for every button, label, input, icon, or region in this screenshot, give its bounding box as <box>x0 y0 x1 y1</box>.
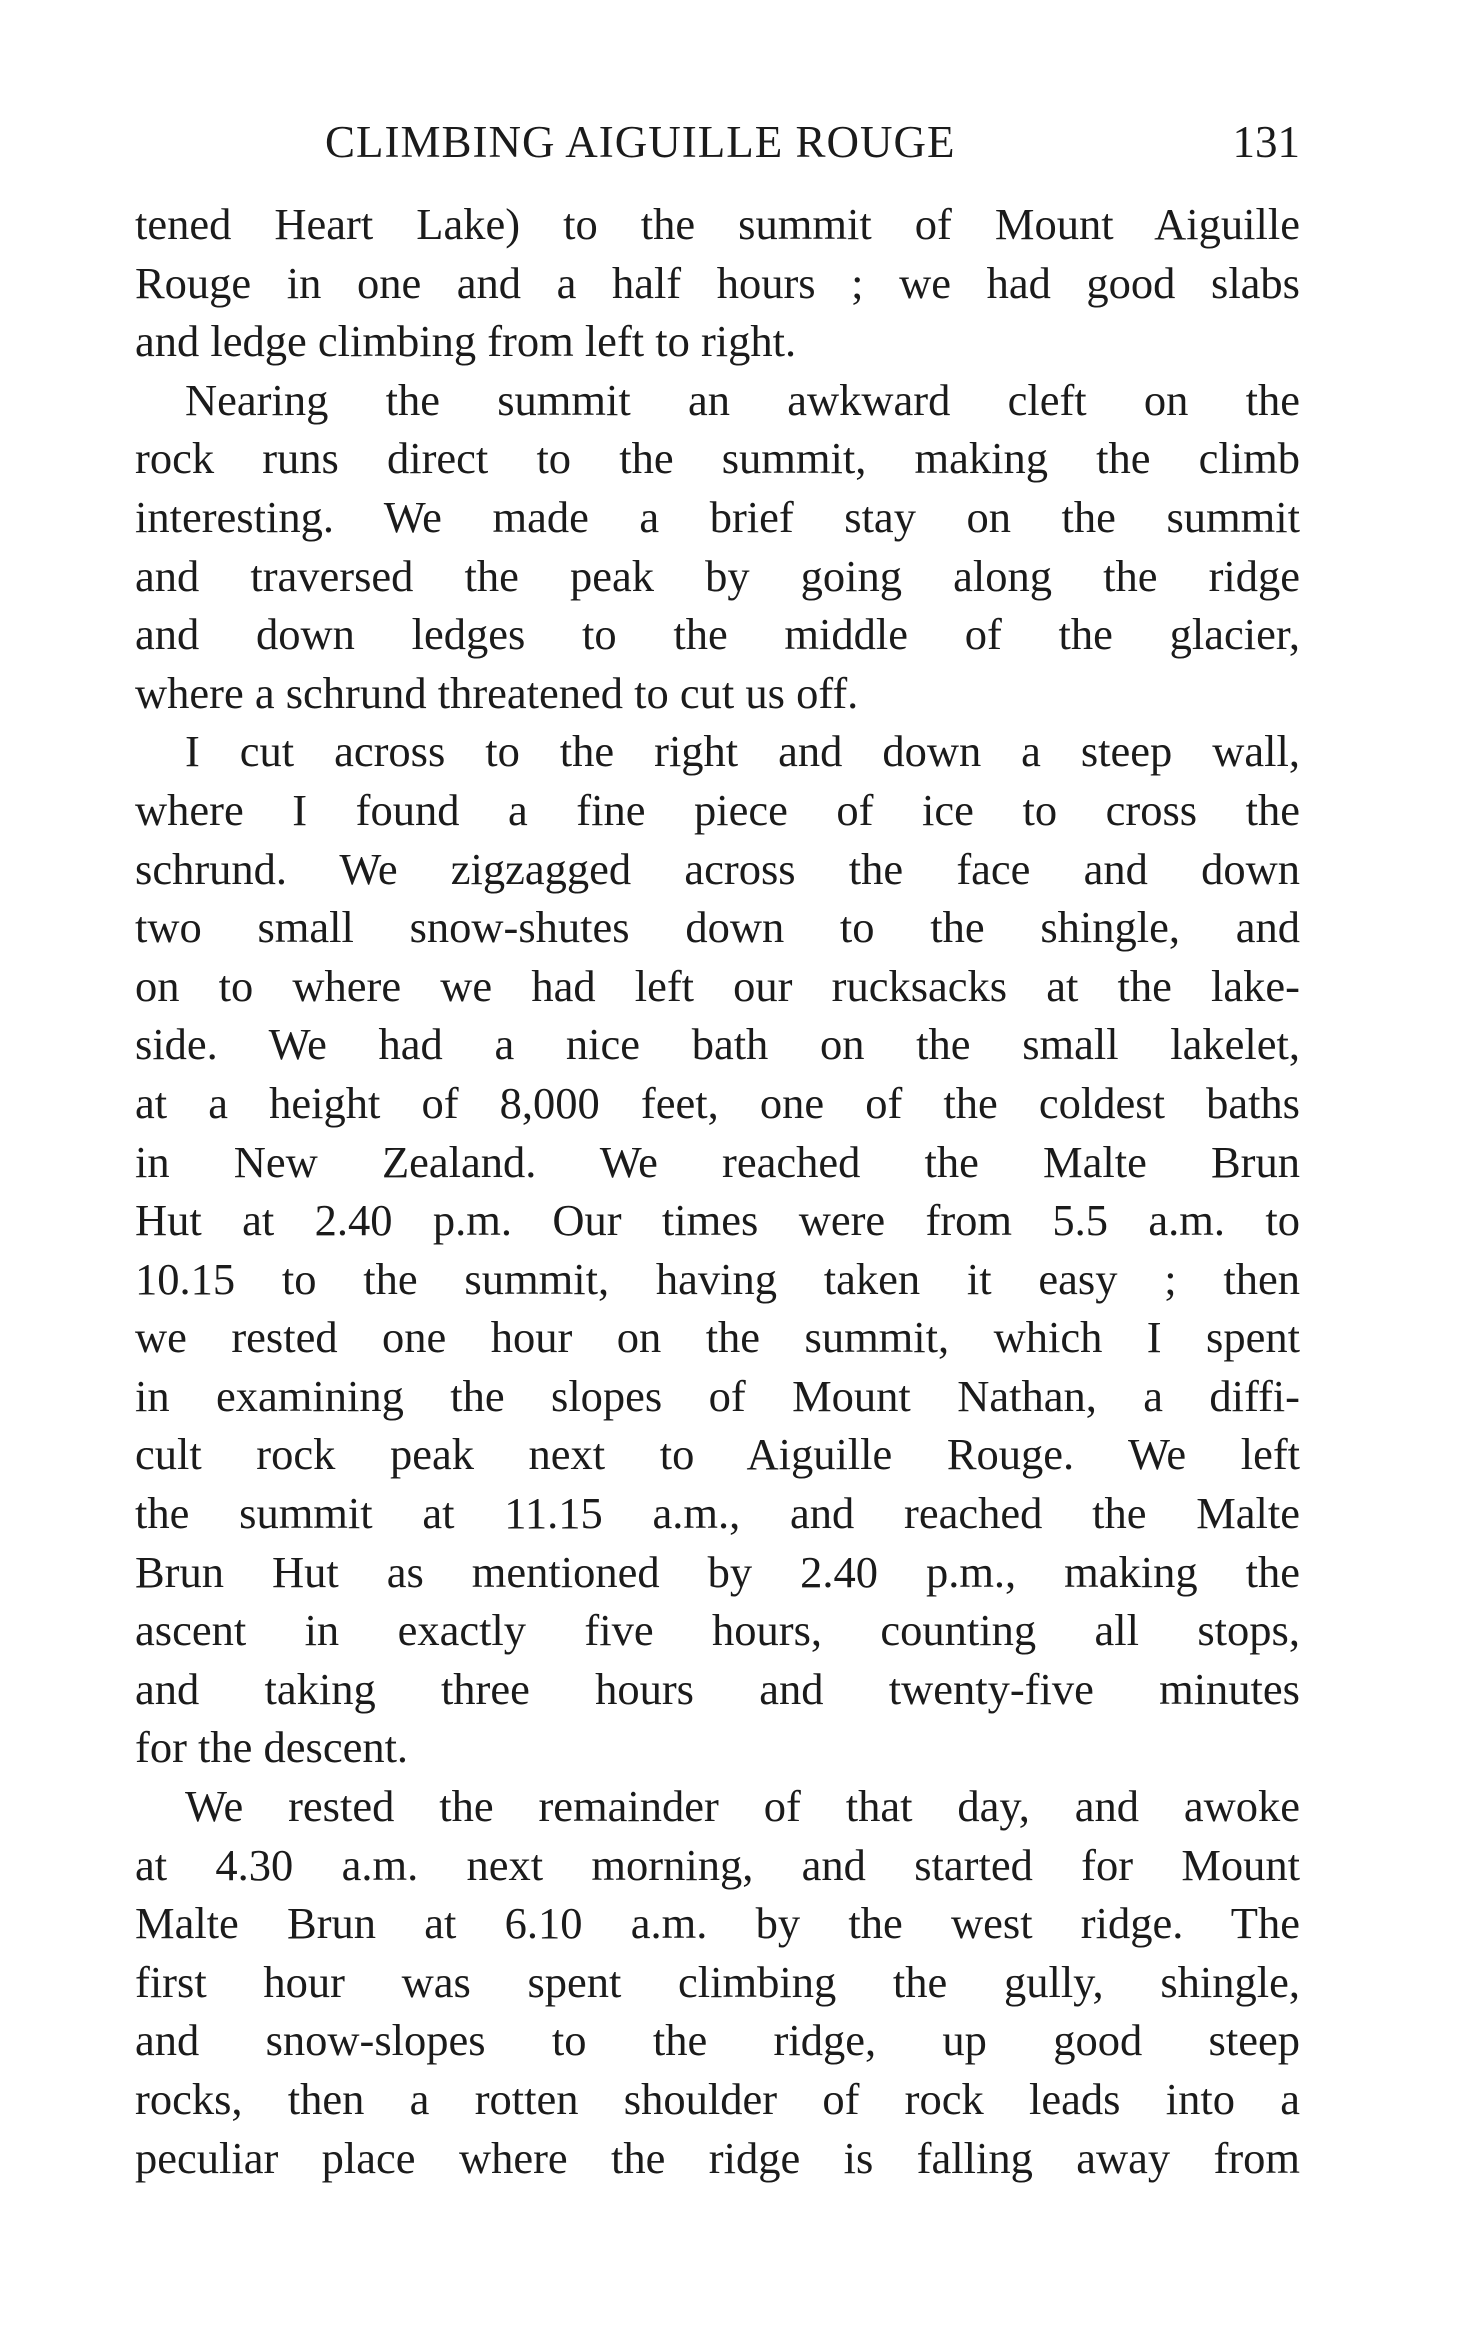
text-line: in New Zealand. We reached the Malte Brun <box>135 1136 1300 1187</box>
chapter-title: CLIMBING AIGUILLE ROUGE <box>325 117 956 167</box>
text-line: and snow-slopes to the ridge, up good steep <box>135 2015 1300 2066</box>
text-line: first hour was spent climbing the gully, shingle, <box>135 1956 1300 2007</box>
text-line: rock runs direct to the summit, making the climb <box>135 433 1300 484</box>
text-line: at a height of 8,000 feet, one of the coldest baths <box>135 1077 1300 1128</box>
text-line: where I found a fine piece of ice to cross the <box>135 784 1300 835</box>
text-line: in examining the slopes of Mount Nathan, a diffi- <box>135 1370 1300 1421</box>
text-line: tened Heart Lake) to the summit of Mount Aiguille <box>135 199 1300 249</box>
text-line: Brun Hut as mentioned by 2.40 p.m., making the <box>135 1546 1300 1597</box>
text-line: Nearing the summit an awkward cleft on the <box>185 374 1300 425</box>
text-line: peculiar place where the ridge is falling away from <box>135 2132 1300 2183</box>
text-line: Malte Brun at 6.10 a.m. by the west ridge. The <box>135 1898 1300 1949</box>
page-number: 131 <box>1232 117 1300 167</box>
text-line: and taking three hours and twenty-five minutes <box>135 1663 1300 1714</box>
text-line: Rouge in one and a half hours ; we had good slabs <box>135 257 1300 308</box>
running-head <box>140 112 1300 172</box>
text-line: and ledge climbing from left to right. <box>135 316 797 367</box>
text-line: and down ledges to the middle of the glacier, <box>135 609 1300 660</box>
text-line: ascent in exactly five hours, counting all stops, <box>135 1605 1300 1656</box>
text-line: side. We had a nice bath on the small lakelet, <box>135 1019 1300 1070</box>
text-line: I cut across to the right and down a steep wall, <box>185 726 1300 777</box>
text-line: for the descent. <box>135 1722 409 1773</box>
text-line: Hut at 2.40 p.m. Our times were from 5.5 a.m. to <box>135 1195 1300 1246</box>
text-line: the summit at 11.15 a.m., and reached the Malte <box>135 1488 1300 1539</box>
text-line: schrund. We zigzagged across the face and down <box>135 843 1300 894</box>
text-line: we rested one hour on the summit, which I spent <box>135 1312 1300 1363</box>
text-line: and traversed the peak by going along the ridge <box>135 550 1300 601</box>
text-line: interesting. We made a brief stay on the summit <box>135 491 1300 542</box>
text-line: at 4.30 a.m. next morning, and started for Mount <box>135 1839 1300 1890</box>
text-line: where a schrund threatened to cut us off. <box>135 667 859 718</box>
text-line: two small snow-shutes down to the shingle, and <box>135 902 1300 953</box>
text-line: cult rock peak next to Aiguille Rouge. We left <box>135 1429 1300 1480</box>
text-line: We rested the remainder of that day, and awoke <box>185 1781 1300 1832</box>
text-line: on to where we had left our rucksacks at the lake- <box>135 960 1300 1011</box>
body-text <box>135 195 1300 2187</box>
text-line: 10.15 to the summit, having taken it easy ; then <box>135 1253 1300 1304</box>
text-line: rocks, then a rotten shoulder of rock leads into a <box>135 2074 1300 2124</box>
